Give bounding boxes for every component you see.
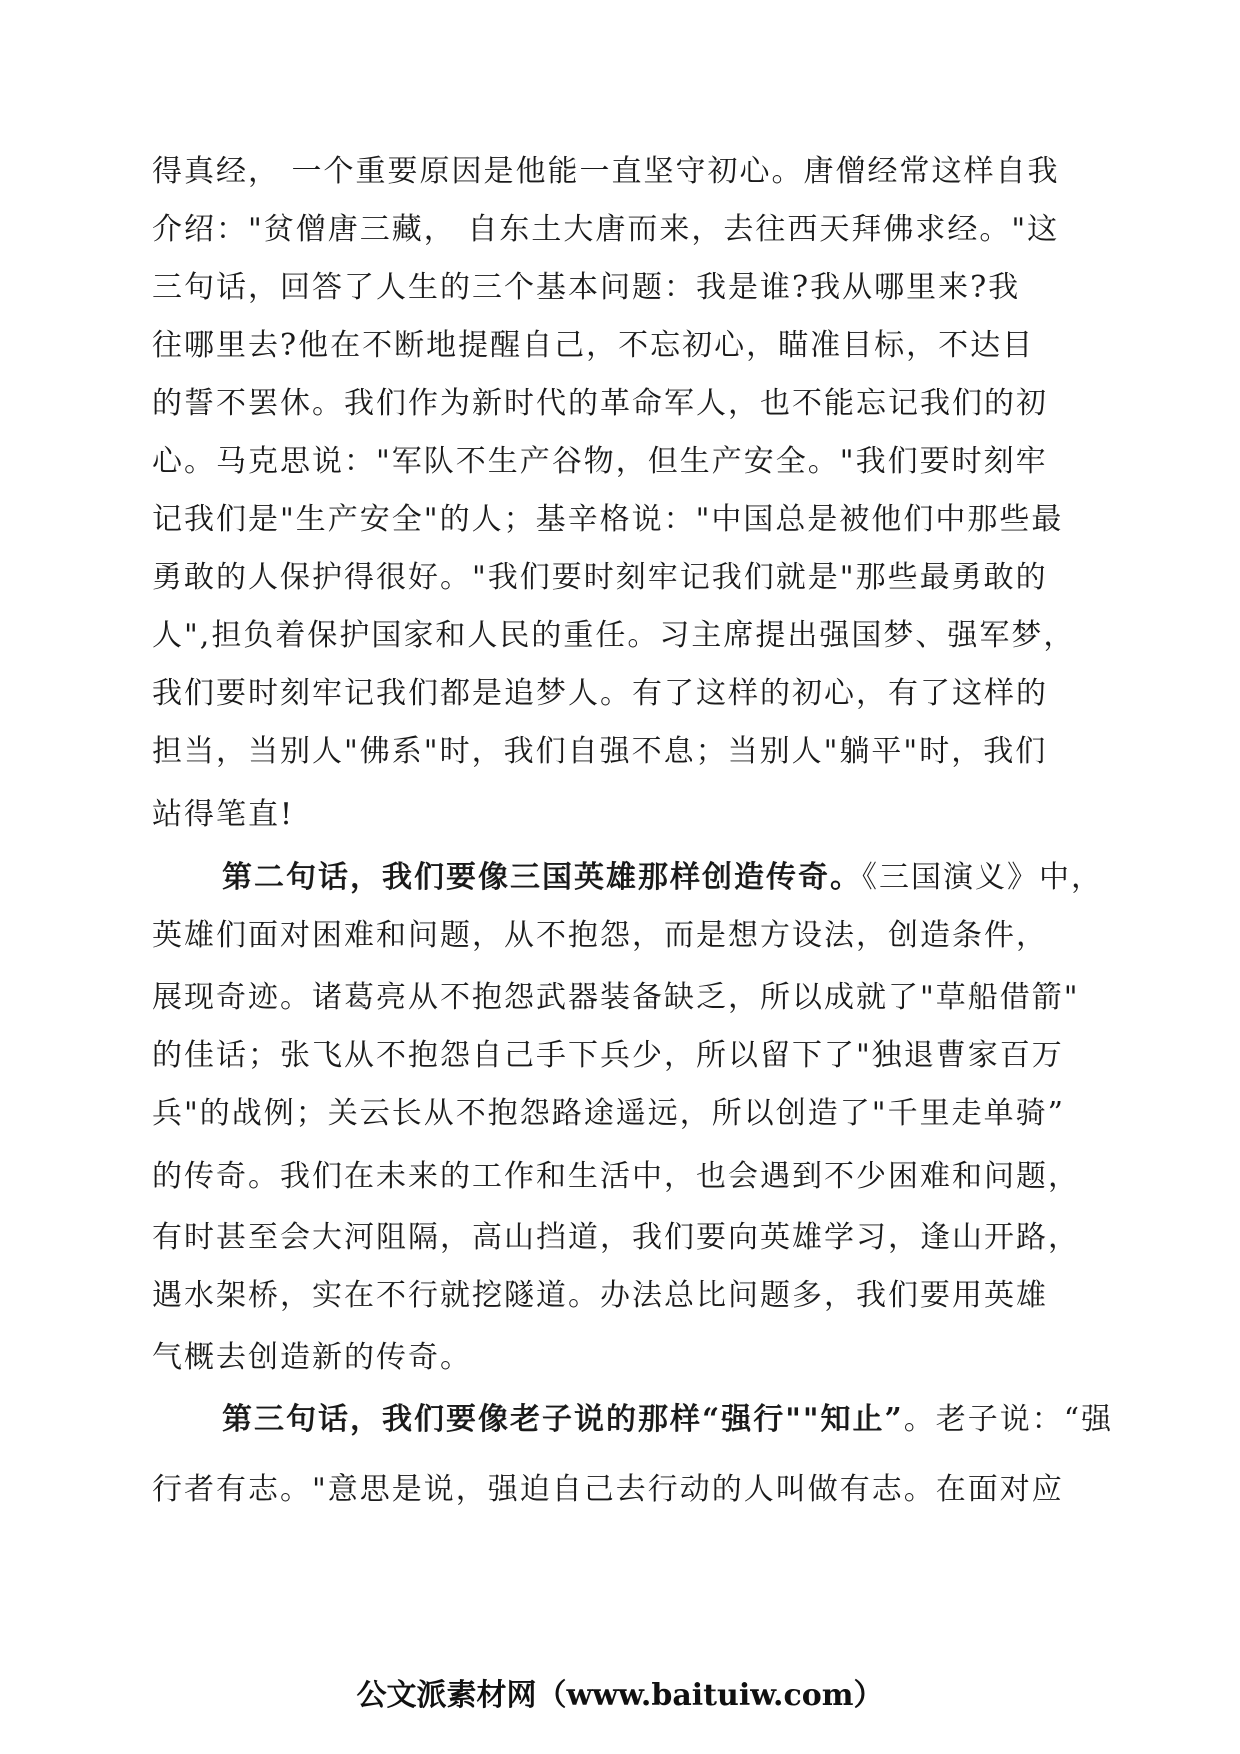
paragraph-1-line-3: 三句话，回答了人生的三个基本问题：我是谁?我从哪里来?我 (152, 270, 1021, 305)
paragraph-2-first-line-rest: 《三国演义》中， (862, 860, 1103, 895)
paragraph-2-line-2: 英雄们面对困难和问题，从不抱怨，而是想方设法，创造条件， (152, 918, 1048, 953)
paragraph-2-line-4: 的佳话；张飞从不抱怨自己手下兵少，所以留下了"独退曹家百万 (152, 1038, 1064, 1073)
paragraph-1-line-7: 记我们是"生产安全"的人；基辛格说："中国总是被他们中那些最 (152, 502, 1064, 537)
paragraph-1-line-2: 介绍："贫僧唐三藏， 自东土大唐而来，去往西天拜佛求经。"这 (152, 212, 1060, 247)
paragraph-1-line-5: 的誓不罢休。我们作为新时代的革命军人，也不能忘记我们的初 (152, 386, 1048, 421)
paragraph-2-line-5: 兵"的战例；关云长从不抱怨路途遥远，所以创造了"千里走单骑” (152, 1096, 1065, 1131)
paragraph-1-line-4: 往哪里去?他在不断地提醒自己，不忘初心，瞄准目标，不达目 (152, 328, 1035, 363)
paragraph-3-first-line (222, 1400, 1114, 1440)
paragraph-1-line-10: 我们要时刻牢记我们都是追梦人。有了这样的初心，有了这样的 (152, 676, 1048, 711)
paragraph-3-line-2: 行者有志。"意思是说，强迫自己去行动的人叫做有志。在面对应 (152, 1472, 1064, 1507)
paragraph-1-line-6: 心。马克思说："军队不生产谷物，但生产安全。"我们要时刻牢 (152, 444, 1048, 479)
paragraph-1-line-8: 勇敢的人保护得很好。"我们要时刻牢记我们就是"那些最勇敢的 (152, 560, 1048, 595)
paragraph-1-line-1: 得真经， 一个重要原因是他能一直坚守初心。唐僧经常这样自我 (152, 154, 1060, 189)
paragraph-3-heading: 第三句话，我们要像老子说的那样“强行""知止” (222, 1402, 904, 1437)
paragraph-2-line-8: 遇水架桥，实在不行就挖隧道。办法总比问题多，我们要用英雄 (152, 1278, 1048, 1313)
paragraph-2-line-6: 的传奇。我们在未来的工作和生活中，也会遇到不少困难和问题， (152, 1159, 1080, 1194)
footer-source-text: 公文派素材网（www.baituiw.com） (356, 1678, 884, 1713)
paragraph-1-line-11: 担当，当别人"佛系"时，我们自强不息；当别人"躺平"时，我们 (152, 734, 1048, 769)
paragraph-3-first-line-rest: 。老子说：“强 (903, 1402, 1114, 1437)
paragraph-2-line-3: 展现奇迹。诸葛亮从不抱怨武器装备缺乏，所以成就了"草船借箭" (152, 980, 1080, 1015)
paragraph-2-first-line (222, 858, 1102, 898)
paragraph-2-line-7: 有时甚至会大河阻隔，高山挡道，我们要向英雄学习，逢山开路， (152, 1220, 1080, 1255)
paragraph-1-line-12: 站得笔直! (152, 797, 295, 832)
paragraph-1-line-9: 人",担负着保护国家和人民的重任。习主席提出强国梦、强军梦， (152, 618, 1076, 653)
paragraph-2-line-9: 气概去创造新的传奇。 (152, 1340, 472, 1375)
paragraph-2-heading: 第二句话，我们要像三国英雄那样创造传奇。 (222, 860, 862, 895)
